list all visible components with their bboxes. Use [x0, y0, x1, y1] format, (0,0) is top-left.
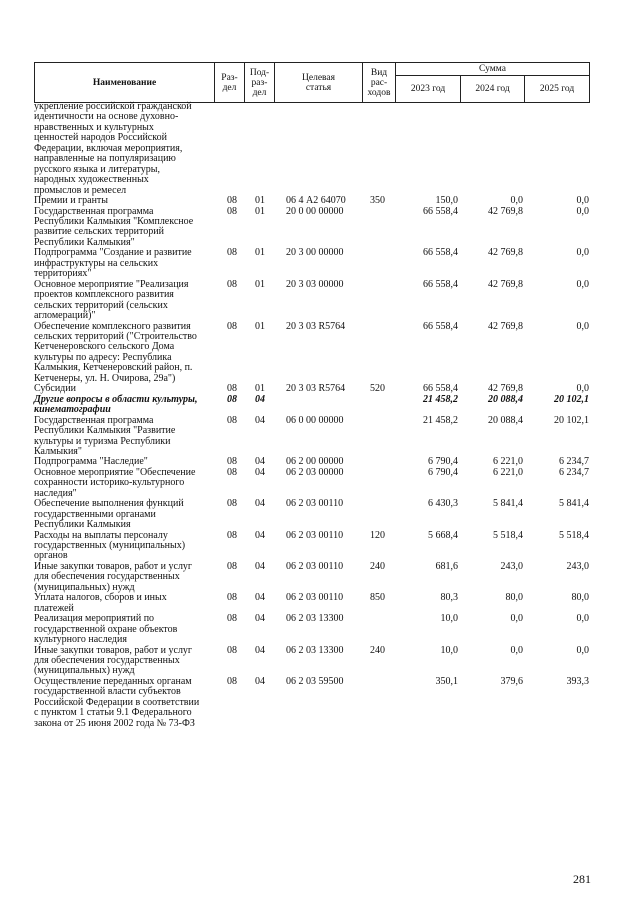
row-celevaya-statya: 20 0 00 00000	[286, 205, 344, 217]
row-name: Реализация мероприятий по государственной охране объектов культурного наследия	[34, 613, 178, 646]
row-name: Расходы на выплаты персоналу государственных (муниципальных) органов	[34, 529, 186, 562]
table-row	[34, 196, 589, 206]
row-razdel: 08	[227, 466, 237, 478]
row-sum-2025: 6 234,7	[559, 456, 589, 468]
row-sum-2025: 6 234,7	[559, 466, 589, 478]
row-podrazdel: 01	[255, 320, 265, 332]
row-vid-rashodov: 240	[370, 560, 385, 572]
row-name: укрепление российской гражданской идентичности на основе духовно- нравственных и культурных ценностей народов Российской Федерации, включая мероприятия, направленные на популяризацию русского языка и литературы, народных художественных промыслов и ремесел	[34, 101, 192, 196]
row-podrazdel: 01	[255, 205, 265, 217]
row-celevaya-statya: 06 2 03 00000	[286, 466, 344, 478]
row-celevaya-statya: 06 2 03 59500	[286, 675, 344, 687]
row-sum-2024: 42 769,8	[488, 278, 523, 290]
row-razdel: 08	[227, 675, 237, 687]
table-row	[34, 468, 589, 499]
header-year-2024: 2024 год	[461, 76, 525, 103]
row-razdel: 08	[227, 414, 237, 426]
header-summa: Сумма	[396, 63, 590, 76]
row-celevaya-statya: 20 3 03 R5764	[286, 320, 346, 332]
header-razdel: Раз- дел	[215, 63, 245, 103]
row-sum-2025: 5 518,4	[559, 529, 589, 541]
row-name: Осуществление переданных органам государственной власти субъектов Российской Федерации в соответствии с пунктом 1 статьи 9.1 Федерального закона от 25 июня 2002 года № 73-ФЗ	[34, 675, 200, 729]
row-sum-2023: 66 558,4	[423, 278, 458, 290]
row-name: Обеспечение комплексного развития сельских территорий ("Строительство Кетченеровского сельского Дома культуры по адресу: Республика Калмыкия, Кетченеровский район, п. Кетченеры, ул. Н. Очирова, 29а")	[34, 320, 197, 384]
row-celevaya-statya: 06 2 00 00000	[286, 456, 344, 468]
row-sum-2024: 42 769,8	[488, 247, 523, 259]
row-sum-2024: 6 221,0	[493, 466, 523, 478]
row-razdel: 08	[227, 320, 237, 332]
row-razdel: 08	[227, 529, 237, 541]
row-sum-2025: 0,0	[576, 247, 589, 259]
row-sum-2024: 0,0	[510, 644, 523, 656]
row-sum-2024: 20 088,4	[488, 414, 523, 426]
row-sum-2024: 5 841,4	[493, 498, 523, 510]
row-razdel: 08	[227, 613, 237, 625]
row-celevaya-statya: 06 4 А2 64070	[286, 195, 346, 207]
row-celevaya-statya: 06 2 03 00110	[286, 592, 344, 604]
row-sum-2023: 21 458,2	[423, 414, 458, 426]
row-sum-2024: 5 518,4	[493, 529, 523, 541]
row-sum-2024: 42 769,8	[488, 205, 523, 217]
row-razdel: 08	[227, 383, 237, 395]
header-podrazdel: Под- раз- дел	[245, 63, 275, 103]
row-sum-2025: 0,0	[576, 195, 589, 207]
row-razdel: 08	[227, 247, 237, 259]
row-name: Подпрограмма "Создание и развитие инфраструктуры на сельских территориях"	[34, 247, 192, 280]
row-sum-2025: 0,0	[576, 644, 589, 656]
header-year-2025: 2025 год	[525, 76, 590, 103]
header-name: Наименование	[35, 63, 215, 103]
header-vid-rashodov: Вид рас- ходов	[363, 63, 396, 103]
row-vid-rashodov: 350	[370, 195, 385, 207]
row-sum-2023: 66 558,4	[423, 383, 458, 395]
row-razdel: 08	[227, 498, 237, 510]
row-podrazdel: 04	[255, 456, 265, 468]
row-podrazdel: 04	[255, 560, 265, 572]
row-sum-2024: 42 769,8	[488, 320, 523, 332]
row-podrazdel: 04	[255, 529, 265, 541]
row-sum-2025: 393,3	[566, 675, 589, 687]
row-sum-2024: 6 221,0	[493, 456, 523, 468]
row-podrazdel: 04	[255, 644, 265, 656]
row-sum-2023: 10,0	[440, 644, 458, 656]
row-celevaya-statya: 06 0 00 00000	[286, 414, 344, 426]
row-podrazdel: 04	[255, 498, 265, 510]
row-name: Субсидии	[34, 383, 76, 395]
table-row	[34, 499, 589, 530]
row-sum-2025: 0,0	[576, 383, 589, 395]
row-sum-2024: 379,6	[500, 675, 523, 687]
table-row	[34, 614, 589, 645]
row-podrazdel: 04	[255, 613, 265, 625]
row-name: Уплата налогов, сборов и иных платежей	[34, 592, 167, 614]
row-sum-2023: 6 790,4	[428, 456, 458, 468]
row-name: Иные закупки товаров, работ и услуг для обеспечения государственных (муниципальных) нужд	[34, 644, 193, 677]
table-body	[34, 102, 589, 729]
header-year-2023: 2023 год	[396, 76, 461, 103]
row-name: Основное мероприятие "Обеспечение сохранности историко-культурного наследия"	[34, 466, 196, 499]
row-sum-2025: 0,0	[576, 278, 589, 290]
row-name: Подпрограмма "Наследие"	[34, 456, 148, 468]
row-sum-2025: 20 102,1	[554, 414, 589, 426]
row-name: Премии и гранты	[34, 195, 109, 207]
row-sum-2024: 0,0	[510, 613, 523, 625]
row-razdel: 08	[227, 592, 237, 604]
table-row	[34, 102, 589, 196]
row-sum-2023: 66 558,4	[423, 205, 458, 217]
row-podrazdel: 01	[255, 195, 265, 207]
row-sum-2024: 20 088,4	[488, 393, 523, 405]
row-name: Обеспечение выполнения функций государственными органами Республики Калмыкия	[34, 498, 184, 531]
row-celevaya-statya: 06 2 03 13300	[286, 613, 344, 625]
row-name: Государственная программа Республики Калмыкия "Комплексное развитие сельских территорий Республики Калмыкия"	[34, 205, 194, 248]
row-vid-rashodov: 850	[370, 592, 385, 604]
row-sum-2023: 10,0	[440, 613, 458, 625]
row-name: Другие вопросы в области культуры, кинематографии	[34, 393, 198, 416]
row-sum-2025: 0,0	[576, 320, 589, 332]
row-sum-2024: 80,0	[505, 592, 523, 604]
row-sum-2023: 21 458,2	[423, 393, 458, 405]
row-name: Государственная программа Республики Калмыкия "Развитие культуры и туризма Республики Калмыкия"	[34, 414, 176, 457]
table-row	[34, 416, 589, 458]
row-podrazdel: 04	[255, 592, 265, 604]
row-sum-2023: 350,1	[435, 675, 458, 687]
header-celevaya-statya: Целевая статья	[275, 63, 363, 103]
row-celevaya-statya: 06 2 03 00110	[286, 529, 344, 541]
table-row	[34, 248, 589, 279]
row-sum-2023: 80,3	[440, 592, 458, 604]
row-podrazdel: 01	[255, 278, 265, 290]
row-razdel: 08	[227, 393, 237, 405]
row-sum-2025: 20 102,1	[554, 393, 589, 405]
row-razdel: 08	[227, 205, 237, 217]
row-sum-2023: 6 430,3	[428, 498, 458, 510]
row-razdel: 08	[227, 560, 237, 572]
table-row	[34, 677, 589, 729]
row-sum-2023: 66 558,4	[423, 247, 458, 259]
row-sum-2023: 5 668,4	[428, 529, 458, 541]
row-sum-2023: 6 790,4	[428, 466, 458, 478]
row-celevaya-statya: 06 2 03 00110	[286, 498, 344, 510]
row-celevaya-statya: 20 3 00 00000	[286, 247, 344, 259]
row-razdel: 08	[227, 195, 237, 207]
table-row	[34, 593, 589, 614]
row-sum-2024: 42 769,8	[488, 383, 523, 395]
row-razdel: 08	[227, 278, 237, 290]
table-row	[34, 322, 589, 385]
table-header	[34, 62, 590, 103]
row-razdel: 08	[227, 456, 237, 468]
row-podrazdel: 01	[255, 383, 265, 395]
row-celevaya-statya: 06 2 03 00110	[286, 560, 344, 572]
row-sum-2025: 80,0	[571, 592, 589, 604]
row-sum-2023: 66 558,4	[423, 320, 458, 332]
row-vid-rashodov: 120	[370, 529, 385, 541]
row-podrazdel: 04	[255, 414, 265, 426]
table-row	[34, 280, 589, 322]
table-row	[34, 395, 589, 416]
row-podrazdel: 04	[255, 393, 265, 405]
table-row	[34, 207, 589, 249]
row-sum-2025: 0,0	[576, 613, 589, 625]
row-razdel: 08	[227, 644, 237, 656]
row-sum-2025: 5 841,4	[559, 498, 589, 510]
row-sum-2025: 243,0	[566, 560, 589, 572]
row-celevaya-statya: 20 3 03 R5764	[286, 383, 346, 395]
row-podrazdel: 04	[255, 675, 265, 687]
row-name: Иные закупки товаров, работ и услуг для обеспечения государственных (муниципальных) нужд	[34, 560, 193, 593]
page-number: 281	[573, 872, 591, 886]
row-sum-2023: 681,6	[435, 560, 458, 572]
row-podrazdel: 04	[255, 466, 265, 478]
table-row	[34, 531, 589, 562]
row-sum-2023: 150,0	[435, 195, 458, 207]
row-celevaya-statya: 06 2 03 13300	[286, 644, 344, 656]
row-sum-2024: 243,0	[500, 560, 523, 572]
table-row	[34, 562, 589, 593]
row-sum-2024: 0,0	[510, 195, 523, 207]
row-vid-rashodov: 240	[370, 644, 385, 656]
row-celevaya-statya: 20 3 03 00000	[286, 278, 344, 290]
row-name: Основное мероприятие "Реализация проектов комплексного развития сельских территорий (сельских агломераций)"	[34, 278, 189, 322]
row-vid-rashodov: 520	[370, 383, 385, 395]
row-podrazdel: 01	[255, 247, 265, 259]
table-row	[34, 646, 589, 677]
row-sum-2025: 0,0	[576, 205, 589, 217]
